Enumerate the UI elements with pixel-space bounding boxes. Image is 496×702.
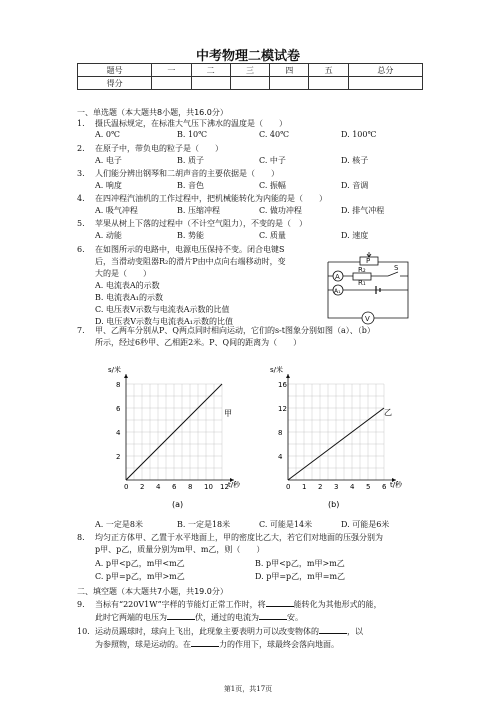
answer-blank[interactable] — [191, 638, 219, 647]
question-text: 后，当滑动变阻器R₂的滑片P由中点向右端移动时，变 — [95, 257, 286, 266]
option: B. 电流表A₁的示数 — [95, 293, 163, 302]
question-3 — [77, 168, 422, 180]
option: C. 振幅 — [259, 181, 286, 190]
question-text: 所示，经过6秒甲、乙相距2米。P、Q间的距离为（ ） — [95, 338, 302, 347]
question-text: 伏，通过的电流为 — [195, 613, 259, 622]
question-text: 摄氏温标规定，在标准大气压下沸水的温度是（ ） — [95, 119, 287, 128]
option: C. 中子 — [259, 156, 286, 165]
option: A. 0℃ — [95, 130, 120, 139]
question-number: 3. — [77, 169, 85, 178]
y-axis-arrow — [124, 374, 128, 378]
graph-caption: (b) — [328, 500, 340, 509]
question-text: 在四冲程汽油机的工作过程中，把机械能转化为内能的是（ ） — [95, 194, 327, 203]
graph-a — [108, 360, 258, 510]
table-cell: 题号 — [78, 64, 152, 77]
options-5 — [95, 230, 425, 241]
x-axis-label: t/秒 — [228, 481, 241, 489]
x-tick-label: 6 — [172, 483, 177, 491]
answer-blank[interactable] — [319, 625, 347, 634]
option: D. 排气冲程 — [341, 206, 385, 215]
series-label: 乙 — [384, 408, 392, 417]
question-number: 6. — [77, 245, 85, 254]
options-8 — [95, 558, 415, 582]
options-1 — [95, 130, 425, 139]
question-number: 8. — [77, 533, 85, 542]
table-row — [78, 64, 423, 77]
label-r2: R₂ — [358, 266, 366, 274]
section-heading: 二、填空题（本大题共7小题，共19.0分） — [77, 587, 228, 596]
question-number: 9. — [77, 600, 85, 609]
option: A. 动能 — [95, 231, 122, 240]
x-tick-label: 8 — [188, 483, 193, 491]
option: C. 可能是14米 — [259, 520, 313, 529]
question-text: 在原子中，带负电的粒子是（ ） — [95, 144, 223, 153]
x-tick-label: 3 — [334, 483, 339, 491]
x-tick-label: 0 — [124, 483, 129, 491]
y-tick-label: 16 — [278, 381, 287, 389]
y-tick-label: 4 — [116, 429, 121, 437]
option: A. 响度 — [95, 181, 122, 190]
table-cell — [230, 77, 269, 90]
question-8 — [77, 532, 422, 556]
question-number: 2. — [77, 144, 85, 153]
option: D. 可能是6米 — [341, 520, 390, 529]
voltmeter-label: V — [365, 315, 370, 323]
y-axis-label: s/米 — [270, 366, 284, 374]
y-tick-label: 6 — [116, 405, 121, 413]
section-heading: 一、单选题（本大题共8小题，共16.0分） — [77, 108, 228, 117]
score-table — [77, 63, 423, 90]
option: B. 一定是18米 — [177, 520, 231, 529]
question-4 — [77, 193, 422, 205]
circuit-diagram — [318, 248, 418, 328]
x-tick-label: 0 — [286, 483, 291, 491]
option: B. 质子 — [177, 156, 204, 165]
table-cell — [348, 77, 422, 90]
question-text: 能转化为其他形式的能， — [293, 600, 382, 609]
question-text: p甲、p乙，质量分别为m甲、m乙，则（ ） — [95, 545, 265, 554]
option: C. 做功冲程 — [259, 206, 302, 215]
table-cell — [270, 77, 309, 90]
x-tick-label: 6 — [382, 483, 387, 491]
x-tick-label: 1 — [302, 483, 307, 491]
question-text: 在如图所示的电路中，电源电压保持不变。闭合电键S — [95, 245, 285, 254]
question-7 — [77, 325, 422, 349]
x-tick-label: 2 — [318, 483, 323, 491]
option: C. p甲=p乙，m甲>m乙 — [95, 572, 185, 581]
option: A. 电子 — [95, 156, 122, 165]
question-text: 甲、乙两车分别从P、Q两点同时相向运动，它们的s-t图象分别如图（a）、（b） — [95, 326, 375, 335]
x-tick-label: 2 — [140, 483, 145, 491]
option: C. 质量 — [259, 231, 286, 240]
question-5 — [77, 218, 422, 230]
y-tick-label: 2 — [116, 453, 121, 461]
answer-blank[interactable] — [266, 598, 294, 607]
table-cell — [309, 77, 348, 90]
y-axis-arrow — [286, 374, 290, 378]
option: D. 电压表V示数与电流表A₁示数的比值 — [95, 317, 233, 326]
ammeter-label: A — [335, 273, 340, 281]
options-7 — [95, 519, 425, 530]
question-10 — [77, 625, 422, 651]
option: B. 音色 — [177, 181, 204, 190]
option: B. p甲<p乙，m甲>m乙 — [255, 559, 345, 568]
y-tick-label: 8 — [116, 381, 121, 389]
table-cell: 四 — [270, 64, 309, 77]
page-title: 中考物理二模试卷 — [195, 49, 300, 64]
x-axis-label: t/秒 — [390, 481, 403, 489]
question-number: 7. — [77, 326, 85, 335]
options-2 — [95, 155, 425, 166]
x-tick-label: 5 — [366, 483, 371, 491]
option: B. 势能 — [177, 231, 204, 240]
option: C. 电压表V示数与电流表A示数的比值 — [95, 305, 230, 314]
question-text: 苹果从树上下落的过程中（不计空气阻力），不变的是（ ） — [95, 219, 307, 228]
option: D. 音调 — [341, 181, 369, 190]
question-number: 1. — [77, 119, 85, 128]
options-4 — [95, 205, 425, 216]
table-cell: 得分 — [78, 77, 152, 90]
question-text: 大的是（ ） — [95, 269, 151, 278]
question-text: 当标有“220V1W”字样的节能灯正常工作时，将 — [95, 600, 266, 609]
answer-blank[interactable] — [259, 611, 287, 620]
x-tick-label: 4 — [156, 483, 161, 491]
question-text: 人们能分辨出钢琴和二胡声音的主要依据是（ ） — [95, 169, 279, 178]
question-9 — [77, 598, 422, 624]
options-3 — [95, 180, 425, 191]
table-cell: 二 — [191, 64, 230, 77]
table-row — [78, 77, 423, 90]
label-p: P — [366, 257, 371, 265]
option: A. 一定是8米 — [95, 520, 143, 529]
question-text: ，以 — [347, 627, 363, 636]
answer-blank[interactable] — [167, 611, 195, 620]
question-text: 安。 — [287, 613, 303, 622]
x-tick-label: 4 — [350, 483, 355, 491]
question-2 — [77, 143, 422, 155]
option: C. 40℃ — [259, 130, 290, 139]
label-r1: R₁ — [358, 279, 366, 287]
table-cell: 一 — [152, 64, 191, 77]
option: D. 核子 — [341, 156, 369, 165]
page-footer: 第1页，共17页 — [223, 685, 273, 693]
option: D. 100℃ — [341, 130, 377, 139]
table-cell: 总分 — [348, 64, 422, 77]
y-tick-label: 12 — [278, 405, 287, 413]
x-tick-label: 12 — [220, 483, 229, 491]
option: B. 压缩冲程 — [177, 206, 220, 215]
question-text: 运动员踢球时，球向上飞出，此现象主要表明力可以改变物体的 — [95, 627, 319, 636]
question-1 — [77, 118, 422, 130]
question-6 — [77, 244, 327, 328]
table-cell — [191, 77, 230, 90]
y-tick-label: 4 — [278, 453, 283, 461]
question-text: 均匀正方体甲、乙置于水平地面上，甲的密度比乙大，若它们对地面的压强分别为 — [95, 533, 383, 542]
question-number: 4. — [77, 194, 85, 203]
question-text: 为参照物，球是运动的。在 — [95, 640, 191, 649]
question-text: 力的作用下，球最终会落向地面。 — [219, 640, 339, 649]
y-axis-label: s/米 — [108, 366, 122, 374]
table-cell — [152, 77, 191, 90]
option: D. 速度 — [341, 231, 369, 240]
x-tick-label: 10 — [204, 483, 213, 491]
option: A. 电流表A的示数 — [95, 281, 160, 290]
label-s: S — [394, 264, 399, 272]
option: B. 10℃ — [177, 130, 208, 139]
option: D. p甲=p乙，m甲=m乙 — [255, 572, 346, 581]
question-text: 此时它两端的电压为 — [95, 613, 167, 622]
question-number: 10. — [77, 627, 90, 636]
option: A. 吸气冲程 — [95, 206, 138, 215]
option: A. p甲<p乙，m甲<m乙 — [95, 559, 185, 568]
question-number: 5. — [77, 219, 85, 228]
y-tick-label: 8 — [278, 429, 283, 437]
graph-b — [270, 360, 420, 510]
series-label: 甲 — [224, 409, 232, 418]
table-cell: 五 — [309, 64, 348, 77]
table-cell: 三 — [230, 64, 269, 77]
graph-caption: (a) — [172, 500, 184, 509]
ammeter1-label: A₁ — [334, 288, 341, 295]
